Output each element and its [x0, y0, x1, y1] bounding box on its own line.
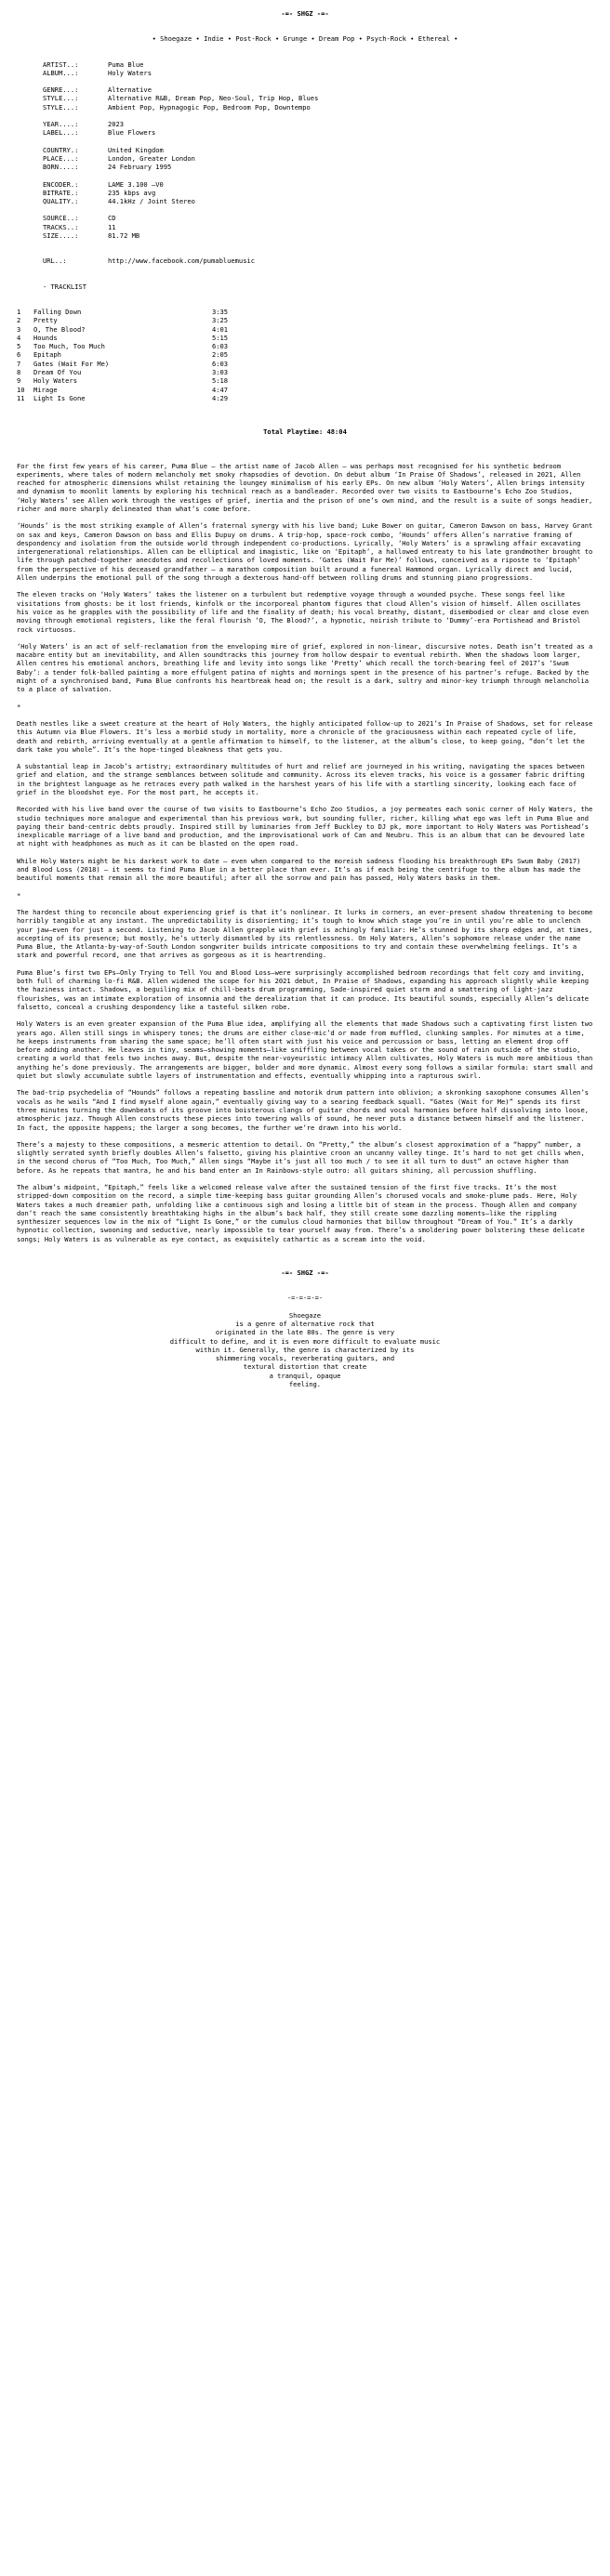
born-label: BORN....:: [43, 163, 79, 172]
track-title: Pretty: [33, 316, 58, 325]
shoegaze-desc-line: difficult to define, and it is even more difficult to evaluate music: [169, 1336, 441, 1346]
review-paragraph: Puma Blue’s first two EPs–Only Trying to Tell You and Blood Loss–were surprisingly accomplished bedroom recordings that felt cozy and inviting, both full of charming lo-fi R&B. Allen widened the scope for his 2021 debut, In Praise of Shadows, expanding his approach slightly while keeping the haziness intact. Shadows, a beguiling mix of chill-beats drum programming, Sade-inspired quiet storm and a smattering of light-jazz flourishes, was an intimate exploration of insomnia and the derealization that it can produce. Its beautiful sounds, especially Allen’s delicate falsetto, conceal a crushing despondency like a tasteful silken robe.: [17, 967, 589, 1011]
year-label: YEAR....:: [43, 120, 79, 129]
track-number: 5: [17, 342, 21, 351]
place-label: PLACE...:: [43, 153, 79, 163]
artist-value: Puma Blue: [108, 59, 144, 69]
total-playtime: Total Playtime: 48:04: [263, 427, 347, 437]
track-number: 3: [17, 324, 21, 334]
style-value: Ambient Pop, Hypnagogic Pop, Bedroom Pop, Downtempo: [108, 102, 311, 112]
track-time: 5:18: [212, 376, 229, 386]
track-title: O, The Blood?: [33, 324, 86, 334]
track-title: Hounds: [33, 333, 58, 342]
track-time: 6:03: [212, 359, 229, 368]
track-title: Mirage: [33, 385, 58, 394]
origin-info-block: [17, 146, 593, 172]
review-paragraph: There’s a majesty to these compositions, a mesmeric attention to detail. On “Pretty,” the album’s closest approximation of a “happy” number, a slightly serrated synth briefly doubles Allen’s falsetto, giving his plaintive croon an uncanny valley tinge. It’s hard to not get chills when, in the second chorus of “Too Much, Too Much,” Allen sings “Maybe it’s just all too much / to see it all turn to dust” an octave higher than before. As he repeats that mantra, he and his band enter an In Rainbows-style outro: all guitars shining, all percussion shuffling.: [17, 1139, 585, 1175]
track-time: 4:47: [212, 385, 229, 394]
track-number: 10: [17, 385, 25, 394]
tracks-value: 11: [108, 222, 116, 231]
place-value: London, Greater London: [108, 153, 195, 163]
track-number: 4: [17, 333, 21, 342]
tracklist-heading: - TRACKLIST: [43, 282, 86, 291]
track-title: Too Much, Too Much: [33, 342, 105, 351]
album-label: ALBUM...:: [43, 68, 79, 77]
review-paragraph: The album’s midpoint, “Epitaph,” feels like a welcomed release valve after the sustained tension of the first five tracks. It’s the most stripped-down composition on the record, a simple time-keeping bass guitar grounding Allen’s chorused vocals and smoke-plume pads. Here, Holy Waters takes a much dreamier path, unfolding like a continuous sigh and losing a little bit of steam in the process. Though Allen and company don’t reach the same consistently breathtaking highs in the album’s back half, they still create some dazzling moments–like the rippling synthesizer sequences low in the mix of “Light Is Gone,” or the cumulus cloud harmonies that billow throughout “Dream of You.” It’s a darkly hypnotic collection, swooning and seductive, nearly impossible to tear yourself away from. There’s a smoldering power bolstering these delicate songs; Holy Waters is as vulnerable as eye contact, as exquisitely cathartic as a scream into the void.: [17, 1182, 585, 1243]
track-number: 8: [17, 368, 21, 377]
born-value: 24 February 1995: [108, 163, 172, 172]
genre-info-block: [17, 85, 593, 112]
album-review: [17, 462, 593, 1244]
track-title: Epitaph: [33, 350, 61, 360]
track-title: Holy Waters: [33, 376, 77, 386]
record-label-label: LABEL...:: [43, 128, 79, 138]
shoegaze-desc-line: is a genre of alternative rock that: [235, 1319, 375, 1328]
source-value: CD: [108, 214, 116, 223]
track-title: Falling Down: [33, 307, 82, 316]
quality-value: 44.1kHz / Joint Stereo: [108, 197, 195, 206]
shoegaze-desc-line: within it. Generally, the genre is characterized by its: [195, 1345, 415, 1354]
track-title: Dream Of You: [33, 368, 82, 377]
review-paragraph: For the first few years of his career, Puma Blue – the artist name of Jacob Allen – was perhaps most recognised for his synthetic bedroom experiments, where tales of modern melancholy met smoky rhapsodies of devotion. On debut album ‘In Praise Of Shadows’, released in 2021, Allen reached for atmospheric dimensions whilst retaining the loungey minimalism of his early EPs. On new album ‘Holy Waters’, Allen brings intensity and dynamism to moonlit laments by exploring his technical reach as a bandleader. Recorded over two visits to Eastbourne’s Echo Zoo Studios, ‘Holy Waters’ see Allen work through the vestiges of grief, inertia and the prison of one’s own mind, and the result is a suite of songs headier, richer and more sharply delineated than what’s come before.: [17, 461, 593, 513]
track-title: Light Is Gone: [33, 393, 86, 402]
tracklist: [17, 308, 593, 402]
source-info-block: [17, 214, 593, 240]
url-block: [17, 256, 593, 265]
track-time: 4:29: [212, 393, 229, 402]
shoegaze-desc-line: originated in the late 80s. The genre is very: [215, 1328, 395, 1337]
review-paragraph: ‘Hounds’ is the most striking example of Allen’s fraternal synergy with his live band; Luke Bower on guitar, Cameron Dawson on bass, Harvey Grant on sax and keys, Cameron Dawson on bass and Ellis Dupuy on drums. A trip-hop, space-rock combo, ‘Hounds’ offers Allen’s narrative framing of despondency and isolation from the outside world through independent co-productions. Lyrically, ‘Holy Waters’ is a sprawling affair excavating intergenerational relationships. Allen can be elliptical and imagistic, like on ‘Epitaph’, a hallowed entreaty to his late grandmother brought to life through patched-together anecdotes and recollections of loved moments. ‘Gates (Wait For Me)’ follows, conceived as a riposte to ‘Epitaph’ from the perspective of his deceased grandfather – a marathon composition built around a funereal Hammond organ. Lyrically direct and lucid, Allen underpins the emotional pull of the song through a dexterous hand-off between rolling drums and stunning piano progressions.: [17, 521, 593, 583]
shoegaze-desc-line: textural distortion that create: [243, 1362, 367, 1372]
artist-info-block: [17, 60, 593, 78]
track-number: 2: [17, 316, 21, 325]
year-value: 2023: [108, 120, 125, 129]
track-number: 11: [17, 393, 25, 402]
shoegaze-desc-line: a tranquil, opaque: [269, 1371, 341, 1380]
genre-label: GENRE...:: [43, 85, 79, 95]
facebook-link[interactable]: http://www.facebook.com/pumabluemusic: [108, 256, 256, 266]
size-label: SIZE....:: [43, 231, 79, 241]
shoegaze-desc-line: feeling.: [288, 1380, 322, 1389]
review-paragraph: ‘Holy Waters’ is an act of self-reclamation from the enveloping mire of grief, explored in non-linear, discursive notes. Death isn’t treated as a macabre entity but an inevitability, and Allen soundtracks this journey from hollow despair to eventual rebirth. When the shadows loom larger, Allen centres his emotional anchors, breathing life and levity into songs like ‘Pretty’ which recall the torch-bearing feel of 2017’s ‘Swum Baby’: a tender folk-balled painting a more effulgent patina of nights and mornings spent in the presence of his partner’s refuge. Backed by the might of a synchronised band, Puma Blue confronts his heartbreak head on; the result is a dark, sultry and minor-key triumph through melancholia to a place of salvation.: [17, 641, 593, 694]
artist-label: ARTIST..:: [43, 59, 79, 69]
review-paragraph: A substantial leap in Jacob’s artistry; extraordinary multitudes of hurt and relief are journeyed in his writing, navigating the spaces between grief and elation, and the strange semblances between solitude and community. Across its eleven tracks, his voice is a gossamer fabric drifting in the brightest language as he retraces every path walked in the harshest years of his life with a startling sincerity, looking each face of grief in the bloodshot eye. For the most part, he accepts it.: [17, 762, 585, 796]
style-label: STYLE...:: [43, 102, 79, 112]
encoder-label: ENCODER.:: [43, 179, 79, 189]
review-paragraph: The eleven tracks on ‘Holy Waters’ takes the listener on a turbulent but redemptive voyage through a wounded psyche. These songs feel like visitations from ghosts: be it lost friends, kinfolk or the incorporeal phantom figures that cloud Allen’s vision of himself. Allen oscillates his voice as he grapples with the possibility of life and the finality of death; his vocal breathy, distant, disembodied or clear and close even moving through emotional registers, like the feral flourish ‘O, The Blood?’, a hypnotic, noirish tribute to ‘Dummy’-era Portishead and Bristol rock virtuosos.: [17, 590, 589, 634]
review-paragraph: The bad-trip psychedelia of “Hounds” follows a repeating bassline and motorik drum pattern into oblivion; a skronking saxophone consumes Allen’s vocals as he wails “And I find myself alone again,” eventually giving way to a searing feedback squall. “Gates (Wait for Me)” spends its first three minutes turning the downbeats of its groove into boisterous clangs of guitar chords and vocal harmonies before half dissolving into loose, atmospheric jazz. Though Allen constructs these pieces into towering walls of sound, he never puts a distance between himself and the listener. In fact, the opposite happens; the larger a song becomes, the further we’re drawn into his world.: [17, 1088, 589, 1132]
footer-logo: -=- SHGZ -=-: [281, 1268, 329, 1278]
tracks-label: TRACKS..:: [43, 222, 79, 231]
track-number: 9: [17, 376, 21, 386]
review-paragraph: Death nestles like a sweet creature at the heart of Holy Waters, the highly anticipated follow-up to 2021’s In Praise of Shadows, set for release this Autumn via Blue Flowers. It’s less a morbid study in mortality, more a chronicle of the graciousness within each repeated cycle of life, death and rebirth, arriving eventually at a gentle affirmation to himself, to the listener, at the album’s close, to keep going, “don’t let the dark take you whole”. It’s the hope-tinged bleakness that gets you.: [17, 718, 593, 754]
shoegaze-title: Shoegaze: [288, 1310, 322, 1320]
track-time: 6:03: [212, 342, 229, 351]
country-label: COUNTRY.:: [43, 145, 79, 154]
release-info-block: [17, 120, 593, 138]
track-time: 2:05: [212, 350, 229, 360]
genre-value: Alternative: [108, 85, 152, 95]
album-value: Holy Waters: [108, 68, 152, 77]
encoder-value: LAME 3.100 –V0: [108, 179, 164, 189]
shoegaze-description: [17, 1320, 593, 1388]
review-paragraph: Recorded with his live band over the course of two visits to Eastbourne’s Echo Zoo Studios, a joy permeates each sonic corner of Holy Waters, the studio techniques more analogue and experimental than his previous work, but sounding fuller, richer, killing what ego was left in Puma Blue and paying their band-centric debts proudly. Inspired still by luminaries from Jeff Buckley to DJ pk, more important to Holy Waters was Portishead’s inexplicable marriage of a live band and production, and the improvisational work of Can and Neubru. This is an album that can be devoured late at night with headphones as much as it can be blasted on the open road.: [17, 805, 593, 848]
bitrate-label: BITRATE.:: [43, 188, 79, 197]
record-label-value: Blue Flowers: [108, 128, 156, 138]
source-label: SOURCE..:: [43, 214, 79, 223]
url-label: URL..:: [43, 256, 67, 266]
section-star: *: [17, 702, 21, 711]
track-time: 3:03: [212, 368, 229, 377]
genre-banner: • Shoegaze • Indie • Post-Rock • Grunge • Dream Pop • Psych-Rock • Ethereal •: [152, 34, 458, 44]
track-number: 7: [17, 359, 21, 368]
track-number: 1: [17, 307, 21, 316]
track-time: 3:25: [212, 316, 229, 325]
footer-divider: -=-=-=-=-: [286, 1294, 324, 1303]
style-label: STYLE...:: [43, 94, 79, 103]
review-paragraph: While Holy Waters might be his darkest work to date – even when compared to the moreish sadness flooding his breakthrough EPs Swum Baby (2017) and Blood Loss (2018) – it seems to find Puma Blue in a better place than ever. It’s as if each being the centrifuge to the album has made the beautiful moments that remain all the more beautiful; after all the sorrow and pain has passed, Holy Waters basks in them.: [17, 856, 581, 883]
track-time: 3:35: [212, 307, 229, 316]
quality-label: QUALITY.:: [43, 197, 79, 206]
encoding-info-block: [17, 180, 593, 206]
track-time: 4:01: [212, 324, 229, 334]
style-value: Alternative R&B, Dream Pop, Neo-Soul, Trip Hop, Blues: [108, 94, 319, 103]
bitrate-value: 235 kbps avg: [108, 188, 156, 197]
track-number: 6: [17, 350, 21, 360]
section-star: *: [17, 890, 21, 900]
review-paragraph: The hardest thing to reconcile about experiencing grief is that it’s nonlinear. It lurks in corners, an ever-present shadow threatening to become horribly tangible at any instant. The unpredictability is disorienting; it’s tough to know which stage you’re in until you’re able to unclench your jaw–even for just a second. Listening to Jacob Allen grapple with grief is achingly familiar: He’s stunned by its sharp edges and, at times, accepting of its presence; but mostly, he’s utterly dismantled by its relentlessness. On Holy Waters, Allen’s sophomore release under the name Puma Blue, the Atlanta-by-way-of-South London songwriter builds intricate compositions to try and contain these overwhelming feelings. It’s a stark and powerful record, one that arrives as gorgeous as it is heartrending.: [17, 907, 593, 960]
header-logo: -=- SHGZ -=-: [281, 9, 329, 18]
size-value: 81.72 MB: [108, 231, 140, 241]
track-time: 5:15: [212, 333, 229, 342]
track-title: Gates (Wait For Me): [33, 359, 110, 368]
shoegaze-desc-line: shimmering vocals, reverberating guitars, and: [215, 1354, 395, 1363]
review-paragraph: Holy Waters is an even greater expansion of the Puma Blue idea, amplifying all the elements that made Shadows such a captivating first listen two years ago. Allen still sings in whispery tones; the drums are either close-mic’d or made from muffled, clunking samples. For minutes at a time, he keeps instruments from sharing the same space; he’ll often start with just his voice and percussion or bass, letting an element drop off before adding another. He leaves in tiny, seams–showing moments–like sniffling between vocal takes or the sound of rain outside of the studio, creating a world that feels two inches away. But, despite the near-voyeuristic intimacy Allen cultivates, Holy Waters is much more ambitious than anything he’s done previously. The arrangements are bigger, bolder and more dynamic. Almost every song follows a similar formula: start small and quiet but slowly accumulate subtle layers of instrumentation and effects, eventually whipping into a rapturous swirl.: [17, 1019, 593, 1081]
country-value: United Kingdom: [108, 145, 164, 154]
